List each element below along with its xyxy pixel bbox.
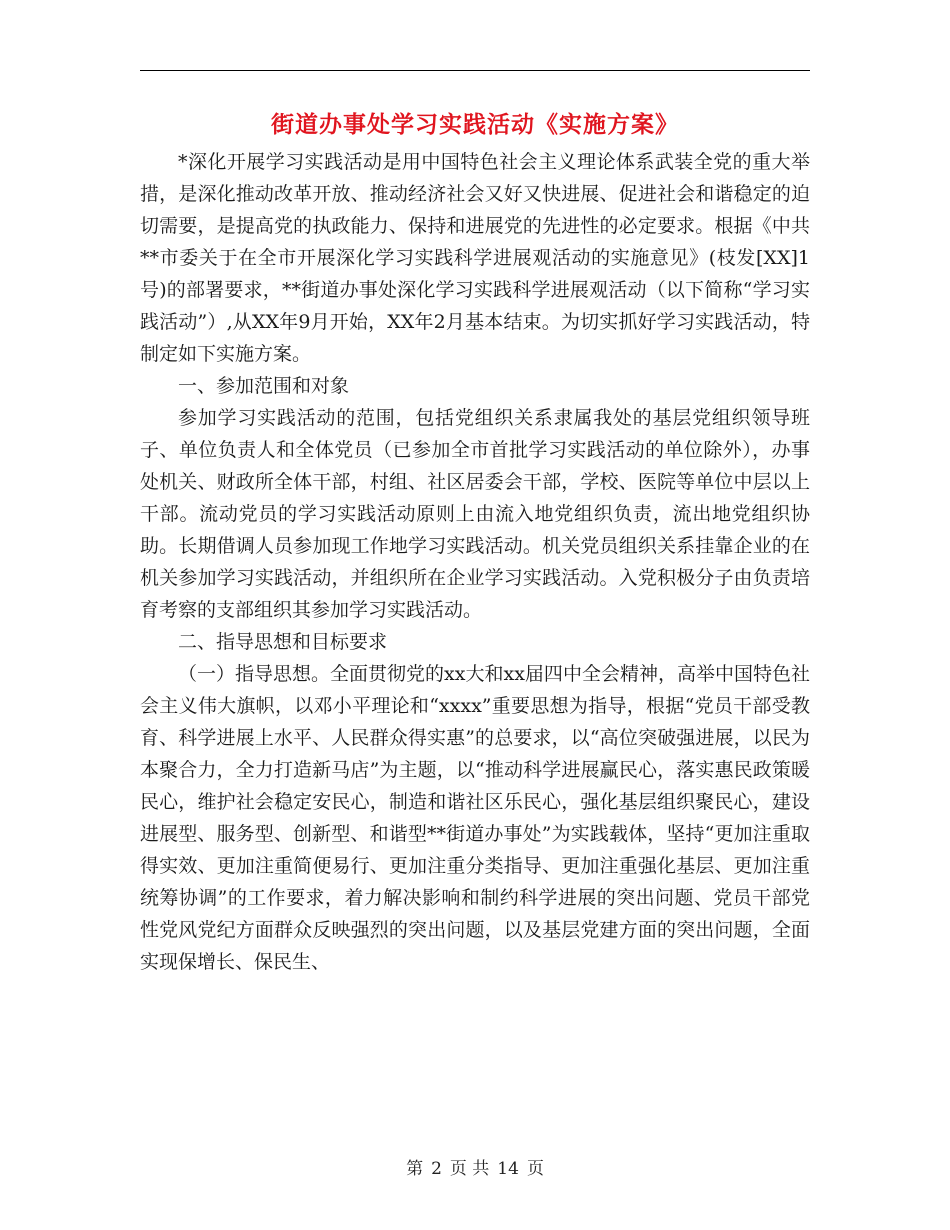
paragraph-scope: 参加学习实践活动的范围，包括党组织关系隶属我处的基层党组织领导班子、单位负责人和全体党员（已参加全市首批学习实践活动的单位除外），办事处机关、财政所全体干部，村组、社区居委会干部，学校、医院等单位中层以上干部。流动党员的学习实践活动原则上由流入地党组织负责，流出地党组织协助。长期借调人员参加现工作地学习实践活动。机关党员组织关系挂靠企业的在机关参加学习实践活动，并组织所在企业学习实践活动。入党积极分子由负责培育考察的支部组织其参加学习实践活动。 — [140, 407, 810, 621]
document-title: 街道办事处学习实践活动《实施方案》 — [271, 111, 679, 138]
current-page-number: 2 — [431, 1159, 442, 1179]
total-page-count: 14 — [497, 1159, 519, 1179]
paragraph-guidance: （一）指导思想。全面贯彻党的xx大和xx届四中全会精神，高举中国特色社会主义伟大旗帜，以邓小平理论和“xxxx”重要思想为指导，根据“党员干部受教育、科学进展上水平、人民群众得实惠”的总要求，以“高位突破强进展，以民为本聚合力，全力打造新马店”为主题，以“推动科学进展赢民心，落实惠民政策暖民心，维护社会稳定安民心，制造和谐社区乐民心，强化基层组织聚民心，建设进展型、服务型、创新型、和谐型**街道办事处”为实践载体，坚持“更加注重取得实效、更加注重简便易行、更加注重分类指导、更加注重强化基层、更加注重统筹协调”的工作要求，着力解决影响和制约科学进展的突出问题、党员干部党性党风党纪方面群众反映强烈的突出问题，以及基层党建方面的突出问题，全面实现保增长、保民生、 — [140, 663, 810, 973]
page-footer — [0, 1154, 950, 1179]
section-heading-guidance: 二、指导思想和目标要求 — [178, 631, 388, 653]
footer-prefix: 第 — [406, 1159, 424, 1179]
header-rule — [140, 70, 810, 71]
paragraph-intro: *深化开展学习实践活动是用中国特色社会主义理论体系武装全党的重大举措，是深化推动改革开放、推动经济社会又好又快进展、促进社会和谐稳定的迫切需要，是提高党的执政能力、保持和进展党的先进性的必定要求。根据《中共**市委关于在全市开展深化学习实践科学进展观活动的实施意见》(枝发[XX]1号)的部署要求，**街道办事处深化学习实践科学进展观活动（以下简称“学习实践活动”）,从XX年9月开始，XX年2月基本结束。为切实抓好学习实践活动，特制定如下实施方案。 — [140, 151, 810, 365]
footer-middle: 页 共 — [449, 1159, 490, 1179]
footer-suffix: 页 — [526, 1159, 544, 1179]
document-body — [140, 146, 810, 978]
section-heading-scope: 一、参加范围和对象 — [178, 375, 350, 397]
